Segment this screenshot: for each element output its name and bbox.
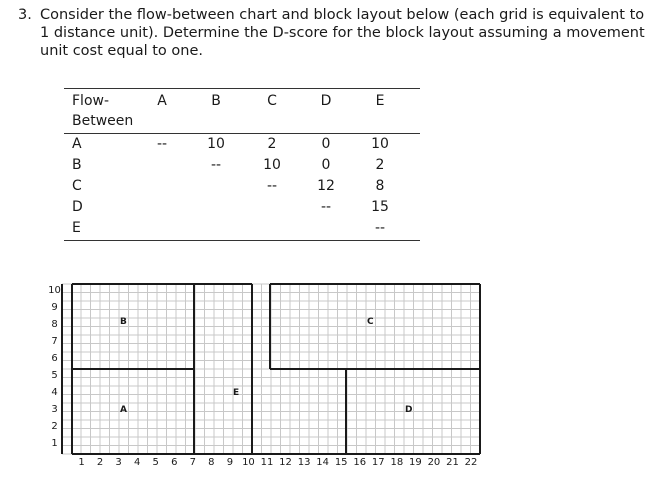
x-axis-label: 19 bbox=[409, 457, 422, 468]
x-axis-label: 22 bbox=[464, 457, 478, 468]
row-label-b: B bbox=[72, 157, 82, 173]
question-text: Consider the flow-between chart and block layout below (each grid is equivalent to 1 distance unit). Determine the D-score for the block layout assuming a movement unit cost equal to one. bbox=[40, 7, 645, 59]
layout-grid bbox=[48, 266, 488, 478]
table-cell: -- bbox=[374, 220, 386, 236]
table-cell: 0 bbox=[321, 136, 331, 152]
y-axis-label: 3 bbox=[51, 404, 58, 415]
row-label-e: E bbox=[72, 220, 81, 236]
x-axis-label: 1 bbox=[78, 457, 85, 468]
table-cell: 2 bbox=[375, 157, 385, 173]
table-cell: 15 bbox=[371, 199, 389, 215]
x-axis-label: 21 bbox=[446, 457, 459, 468]
x-axis-label: 20 bbox=[427, 457, 441, 468]
y-axis-label: 7 bbox=[51, 336, 58, 347]
table-header-between: Between bbox=[72, 113, 134, 129]
x-axis-label: 2 bbox=[96, 457, 104, 468]
x-axis-label: 14 bbox=[316, 457, 329, 468]
x-axis-label: 9 bbox=[226, 457, 234, 468]
x-axis-label: 16 bbox=[353, 457, 367, 468]
x-axis-label: 5 bbox=[152, 457, 159, 468]
x-axis-label: 8 bbox=[208, 457, 215, 468]
x-axis-label: 7 bbox=[189, 457, 196, 468]
table-cell: 0 bbox=[321, 157, 331, 173]
x-axis-label: 13 bbox=[297, 457, 311, 468]
y-axis-label: 6 bbox=[51, 353, 58, 364]
table-cell: 8 bbox=[375, 178, 385, 194]
y-axis-label: 2 bbox=[51, 421, 58, 432]
x-axis-label: 4 bbox=[133, 457, 141, 468]
column-header-d: D bbox=[320, 93, 332, 109]
column-header-c: C bbox=[267, 93, 277, 109]
x-axis-label: 6 bbox=[171, 457, 178, 468]
y-axis-label: 10 bbox=[48, 285, 61, 296]
x-axis-label: 10 bbox=[242, 457, 255, 468]
y-axis-label: 5 bbox=[51, 370, 58, 381]
block-label-a: A bbox=[120, 405, 127, 415]
block-label-d: D bbox=[405, 405, 413, 415]
table-cell: -- bbox=[266, 178, 278, 194]
row-label-a: A bbox=[72, 136, 82, 152]
x-axis-label: 15 bbox=[334, 457, 348, 468]
table-top-rule bbox=[64, 88, 420, 89]
block-label-b: B bbox=[120, 317, 127, 327]
table-bottom-rule bbox=[64, 240, 420, 241]
table-cell: 10 bbox=[207, 136, 225, 152]
column-header-b: B bbox=[211, 93, 221, 109]
block-label-e: E bbox=[233, 388, 240, 398]
x-axis-label: 11 bbox=[260, 457, 274, 468]
table-header-rule bbox=[64, 133, 420, 134]
table-cell: 2 bbox=[267, 136, 277, 152]
table-cell: -- bbox=[320, 199, 332, 215]
table-cell: -- bbox=[156, 136, 168, 152]
block-label-c: C bbox=[367, 317, 374, 327]
y-axis-label: 4 bbox=[51, 387, 58, 398]
x-axis-label: 17 bbox=[371, 457, 385, 468]
row-label-d: D bbox=[72, 199, 83, 215]
table-cell: 12 bbox=[317, 178, 335, 194]
row-label-c: C bbox=[72, 178, 82, 194]
column-header-a: A bbox=[157, 93, 167, 109]
y-axis-label: 8 bbox=[51, 319, 58, 330]
table-cell: 10 bbox=[371, 136, 389, 152]
x-axis-label: 12 bbox=[279, 457, 292, 468]
x-axis-label: 18 bbox=[390, 457, 404, 468]
table-cell: 10 bbox=[263, 157, 281, 173]
column-header-e: E bbox=[375, 93, 385, 109]
table-header-flow: Flow- bbox=[72, 93, 110, 109]
question-number: 3. bbox=[18, 7, 32, 23]
y-axis-label: 1 bbox=[51, 438, 58, 449]
x-axis-label: 3 bbox=[115, 457, 122, 468]
y-axis-label: 9 bbox=[51, 302, 58, 313]
table-cell: -- bbox=[210, 157, 222, 173]
